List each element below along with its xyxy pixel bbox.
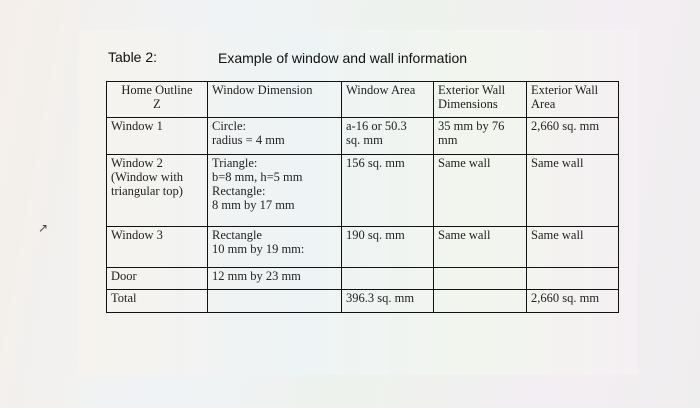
table-row — [107, 155, 619, 227]
cell-window1-label: Window 1 — [107, 118, 208, 155]
header-window-dimension: Window Dimension — [208, 82, 342, 118]
cell-window1-dimension: Circle: radius = 4 mm — [208, 118, 342, 155]
cell-total-dimension — [208, 290, 342, 313]
header-exterior-wall-area: Exterior Wall Area — [527, 82, 619, 118]
cell-window2-wall-area: Same wall — [527, 155, 619, 227]
cell-door-area — [342, 268, 434, 290]
cell-total-wall-area: 2,660 sq. mm — [527, 290, 619, 313]
header-exterior-wall-dimensions: Exterior Wall Dimensions — [434, 82, 527, 118]
cell-window2-dimension: Triangle: b=8 mm, h=5 mm Rectangle: 8 mm by 17 mm — [208, 155, 342, 227]
cell-window3-area: 190 sq. mm — [342, 227, 434, 268]
cell-window3-dimension: Rectangle 10 mm by 19 mm: — [208, 227, 342, 268]
cell-window3-label: Window 3 — [107, 227, 208, 268]
cell-total-wall-dimensions — [434, 290, 527, 313]
cell-window1-wall-dimensions: 35 mm by 76 mm — [434, 118, 527, 155]
header-home-outline: Home Outline Z — [107, 82, 208, 118]
cell-window3-wall-area: Same wall — [527, 227, 619, 268]
table-row — [107, 118, 619, 155]
cell-window1-area: a-16 or 50.3 sq. mm — [342, 118, 434, 155]
cell-window1-wall-area: 2,660 sq. mm — [527, 118, 619, 155]
cell-window2-wall-dimensions: Same wall — [434, 155, 527, 227]
cell-door-wall-area — [527, 268, 619, 290]
cell-door-dimension: 12 mm by 23 mm — [208, 268, 342, 290]
header-window-area: Window Area — [342, 82, 434, 118]
table-row — [107, 227, 619, 268]
cell-total-area: 396.3 sq. mm — [342, 290, 434, 313]
cell-window2-area: 156 sq. mm — [342, 155, 434, 227]
cell-total-label: Total — [107, 290, 208, 313]
table-header-row — [107, 82, 619, 118]
cell-window3-wall-dimensions: Same wall — [434, 227, 527, 268]
table-number: Table 2: — [108, 49, 158, 65]
table-row — [107, 268, 619, 290]
margin-arrow-icon: ↗ — [38, 221, 49, 235]
cell-door-wall-dimensions — [434, 268, 527, 290]
cell-door-label: Door — [107, 268, 208, 290]
cell-window2-label: Window 2 (Window with triangular top) — [107, 155, 208, 227]
table-caption: Example of window and wall information — [218, 50, 468, 66]
window-wall-table — [106, 81, 619, 313]
table-row — [107, 290, 619, 313]
